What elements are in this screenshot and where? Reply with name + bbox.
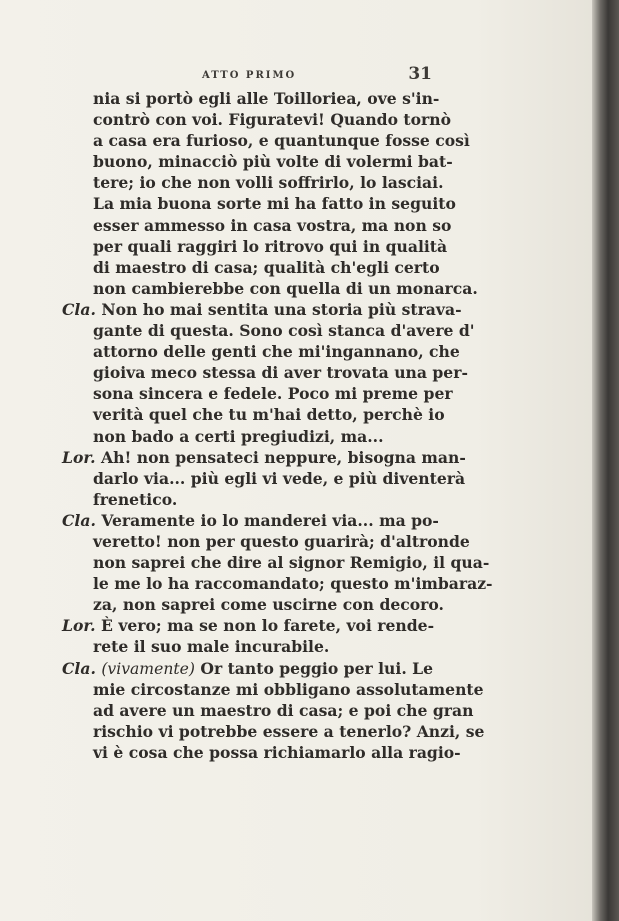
- page-number: 31: [408, 64, 432, 84]
- text-line: [62, 383, 453, 404]
- text-line: [62, 88, 440, 109]
- speaker-label: Cla.: [62, 658, 96, 678]
- line-text: Veramente io lo manderei via... ma po-: [101, 510, 439, 530]
- text-line: [62, 130, 470, 151]
- text-line: [62, 615, 435, 636]
- line-text: attorno delle genti che mi'ingannano, che: [93, 342, 460, 362]
- line-text: le me lo ha raccomandato; questo m'imbaraz-: [93, 574, 493, 594]
- speaker-label: Cla.: [62, 510, 96, 530]
- line-text: esser ammesso in casa vostra, ma non so: [93, 215, 452, 235]
- line-text: È vero; ma se non lo farete, voi rende-: [101, 616, 435, 636]
- text-line: [62, 742, 461, 763]
- text-line: [62, 151, 453, 172]
- line-text: Non ho mai sentita una storia più strava-: [101, 299, 462, 319]
- line-text: veretto! non per questo guarirà; d'altronde: [93, 531, 470, 551]
- text-line: [62, 447, 466, 468]
- text-line: [62, 320, 475, 341]
- text-line: [62, 193, 456, 214]
- line-text: contrò con voi. Figuratevi! Quando tornò: [93, 110, 451, 130]
- line-text: ad avere un maestro di casa; e poi che gran: [93, 700, 474, 720]
- speaker-label: Lor.: [62, 447, 96, 467]
- line-text: darlo via... più egli vi vede, e più diventerà: [93, 468, 466, 488]
- text-line: [62, 362, 468, 383]
- line-text: rischio vi potrebbe essere a tenerlo? Anzi, se: [93, 721, 485, 741]
- text-line: [62, 278, 478, 299]
- line-text: per quali raggiri lo ritrovo qui in qualità: [93, 236, 448, 256]
- text-line: [62, 594, 444, 615]
- line-text: tere; io che non volli soffrirlo, lo lasciai.: [93, 173, 444, 193]
- line-text: non cambierebbe con quella di un monarca.: [93, 278, 478, 298]
- text-line: [62, 404, 445, 425]
- text-line: [62, 573, 493, 594]
- text-line: [62, 721, 485, 742]
- text-line: [62, 489, 432, 510]
- text-line: [62, 552, 490, 573]
- line-text: a casa era furioso, e quantunque fosse così: [93, 131, 470, 151]
- text-line: [62, 700, 474, 721]
- text-line: [62, 426, 432, 447]
- text-line: [62, 531, 470, 552]
- text-line: [62, 236, 448, 257]
- line-text: non saprei che dire al signor Remigio, il qua-: [93, 553, 490, 573]
- line-text: sona sincera e fedele. Poco mi preme per: [93, 384, 453, 404]
- line-text: nia si portò egli alle Toilloriea, ove s'in-: [93, 89, 440, 108]
- line-text: gante di questa. Sono così stanca d'avere d': [93, 321, 475, 341]
- line-text: za, non saprei come uscirne con decoro.: [93, 595, 444, 615]
- line-text: frenetico.: [93, 489, 178, 509]
- text-line: [62, 510, 439, 531]
- line-text: verità quel che tu m'hai detto, perchè io: [93, 405, 445, 425]
- line-text: di maestro di casa; qualità ch'egli certo: [93, 257, 440, 277]
- page-body: [62, 88, 493, 763]
- text-line: [62, 172, 444, 193]
- text-line: [62, 299, 462, 320]
- line-text: La mia buona sorte mi ha fatto in seguito: [93, 194, 456, 214]
- line-text: mie circostanze mi obbligano assolutamente: [93, 679, 484, 699]
- stage-direction: (vivamente): [101, 659, 195, 678]
- text-line: [62, 215, 452, 236]
- line-text: Or tanto peggio per lui. Le: [200, 658, 434, 678]
- text-line: [62, 109, 451, 130]
- speaker-label: Lor.: [62, 616, 96, 636]
- text-line: [62, 636, 432, 657]
- text-line: [62, 257, 440, 278]
- running-title: ATTO PRIMO: [202, 70, 297, 81]
- text-line: [62, 679, 484, 700]
- line-text: gioiva meco stessa di aver trovata una per-: [93, 363, 468, 383]
- text-line: [62, 468, 466, 489]
- book-edge: [592, 0, 619, 921]
- text-line: [62, 341, 460, 362]
- line-text: Ah! non pensateci neppure, bisogna man-: [101, 447, 466, 467]
- line-text: rete il suo male incurabile.: [93, 637, 330, 657]
- text-line: [62, 658, 432, 679]
- page-header: [60, 66, 432, 86]
- line-text: buono, minacciò più volte di volermi bat-: [93, 152, 453, 172]
- speaker-label: Cla.: [62, 299, 96, 319]
- line-text: non bado a certi pregiudizi, ma...: [93, 426, 384, 446]
- line-text: vi è cosa che possa richiamarlo alla ragio-: [93, 742, 461, 762]
